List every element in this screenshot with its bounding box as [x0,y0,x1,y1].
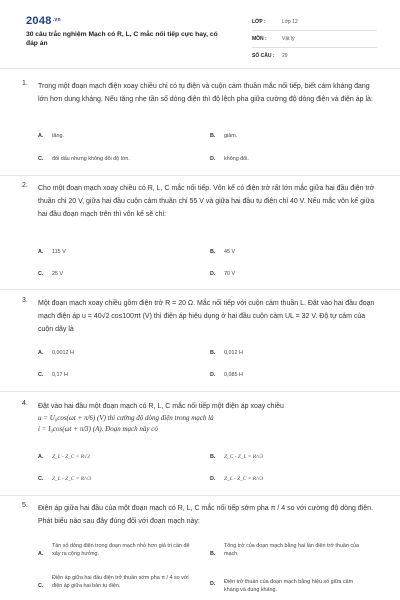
option-letter: D. [210,476,216,482]
logo-suffix: .vn [52,17,61,23]
option-text: Điện trở thuần của đoạn mạch bằng hiệu số giữa cảm kháng và dung kháng. [224,579,354,593]
option-d[interactable] [210,371,349,379]
question-4 [18,400,386,495]
option-letter: B. [210,551,216,557]
question-number: 3. [22,297,28,304]
meta-value: 29 [282,53,288,59]
option-letter: A. [38,350,44,356]
option-a[interactable] [38,349,177,357]
question-text [38,400,380,435]
option-c[interactable] [38,371,177,379]
option-text: Z_L - Z_C = R/√3 [52,476,92,482]
document-header [0,0,400,64]
option-letter: C. [38,156,44,162]
option-letter: A. [38,249,44,255]
option-text: không đổi. [224,156,249,162]
question-text-line: Đặt vào hai đầu một đoạn mạch có R, L, C mắc nối tiếp một điện áp xoay chiều [38,403,284,410]
option-d[interactable] [210,578,364,594]
meta-key: SỐ CÂU : [252,53,275,59]
option-letter: D. [210,372,216,378]
divider [0,175,400,176]
option-text: đổi dấu nhưng không đổi độ lớn. [52,156,130,162]
option-b[interactable] [210,349,349,357]
meta-table [252,14,377,64]
option-text: 70 V [224,271,236,277]
question-text: Trong một đoạn mạch điện xoay chiều chỉ có tụ điện và cuộn cảm thuần mắc nối tiếp, biết cảm kháng đang lớn hơn dung kháng. Nếu tăng nhẹ tần số dòng điện thì độ lệch pha giữa cường độ dòng điện và điện áp là: [38,83,373,103]
option-letter: C. [38,476,44,482]
question-2 [18,182,386,287]
option-text: 0,012 H [224,350,243,356]
question-number: 4. [22,400,28,407]
option-letter: B. [210,350,216,356]
option-b[interactable] [210,542,364,558]
divider [0,391,400,392]
current-equation: i = I₀cos(ωt + π/3) (A). Đoạn mạch này có [38,425,158,433]
option-c[interactable] [38,574,190,590]
question-5 [18,502,386,600]
meta-key: LỚP : [252,19,266,25]
logo-text: 2048 [26,15,52,27]
question-number: 5. [22,502,28,509]
question-number: 1. [22,80,28,87]
option-text: 0,0012 H [52,350,74,356]
option-letter: D. [210,271,216,277]
question-3 [18,297,386,389]
meta-value: Vật lý [282,36,295,42]
option-a[interactable] [38,132,177,140]
option-text: 25 V [52,271,64,277]
option-b[interactable] [210,453,349,461]
divider [0,289,400,290]
meta-key: MÔN : [252,36,267,42]
option-letter: D. [210,156,216,162]
option-text: Điện áp giữa hai đầu điện trở thuần sớm pha π / 4 so với điện áp giữa hai bản tụ điện. [52,575,189,589]
site-logo[interactable] [26,15,61,27]
option-a[interactable] [38,248,177,256]
option-d[interactable] [210,475,349,483]
option-text: giảm. [224,133,238,139]
option-d[interactable] [210,270,349,278]
option-text: 0,085 H [224,372,243,378]
option-letter: A. [38,551,44,557]
question-number: 2. [22,182,28,189]
option-letter: B. [210,249,216,255]
option-letter: A. [38,454,44,460]
question-1 [18,80,386,172]
option-b[interactable] [210,248,349,256]
option-a[interactable] [38,453,177,461]
option-text: Z_L - Z_C = R√3 [52,454,90,460]
option-letter: B. [210,454,216,460]
option-letter: C. [38,372,44,378]
option-text: 0,17 H [52,372,68,378]
question-text: Điện áp giữa hai đầu của một đoạn mạch có R, L, C mắc nối tiếp sớm pha π / 4 so với cường độ dòng điện. Phát biểu nào sau đây đúng đối với đoạn mạch này: [38,505,373,525]
question-text: Cho một đoạn mạch xoay chiều có R, L, C mắc nối tiếp. Vôn kế có điện trở rất lớn mắc giữa hai đầu điện trở thuần chỉ 20 V, giữa hai đầu cuộn cảm thuần chỉ 55 V và giữa hai đầu tụ điện chỉ 40 V. Nếu mắc vôn kế giữa hai đầu đoạn mạch trên thì vôn kế sẽ chỉ: [38,185,375,218]
divider [0,68,400,69]
option-a[interactable] [38,542,190,558]
question-text: Một đoạn mạch xoay chiều gồm điện trở R = 20 Ω. Mắc nối tiếp với cuộn cảm thuần L. Đặt vào hai đầu đoạn mạch điện áp u = 40√2 cos100πt (V) thì điện áp hiệu dụng ở hai đầu cuộn cảm UL = 32 V. Độ tự cảm của cuộn dây là [38,300,375,333]
option-c[interactable] [38,475,177,483]
option-letter: B. [210,133,216,139]
option-text: Z_C - Z_L = R/√3 [224,454,264,460]
option-c[interactable] [38,270,177,278]
option-letter: C. [38,583,44,589]
option-b[interactable] [210,132,349,140]
document-title: 30 câu trắc nghiệm Mạch có R, L, C mắc nối tiếp cực hay, có đáp án [26,31,218,47]
voltage-equation: u = U₀cos(ωt + π/6) (V) thì cường độ dòng điện trong mạch là [38,414,214,422]
meta-row-count [252,48,377,64]
meta-row-subject [252,31,377,48]
meta-value: Lớp 12 [282,19,298,25]
option-letter: C. [38,271,44,277]
divider [0,495,400,496]
option-text: Z_L - Z_C = R/√3 [224,476,264,482]
option-letter: D. [210,581,216,587]
option-c[interactable] [38,155,177,163]
meta-row-class [252,14,377,31]
option-d[interactable] [210,155,349,163]
option-text: 115 V [52,249,66,255]
option-text: Tần số dòng điện trong đoạn mạch nhỏ hơn giá trị cần để xảy ra cộng hưởng. [52,543,190,557]
option-text: Tổng trở của đoạn mạch bằng hai lần điện trở thuần của mạch. [224,543,360,557]
option-text: 45 V [224,249,236,255]
option-text: tăng. [52,133,64,139]
option-letter: A. [38,133,44,139]
